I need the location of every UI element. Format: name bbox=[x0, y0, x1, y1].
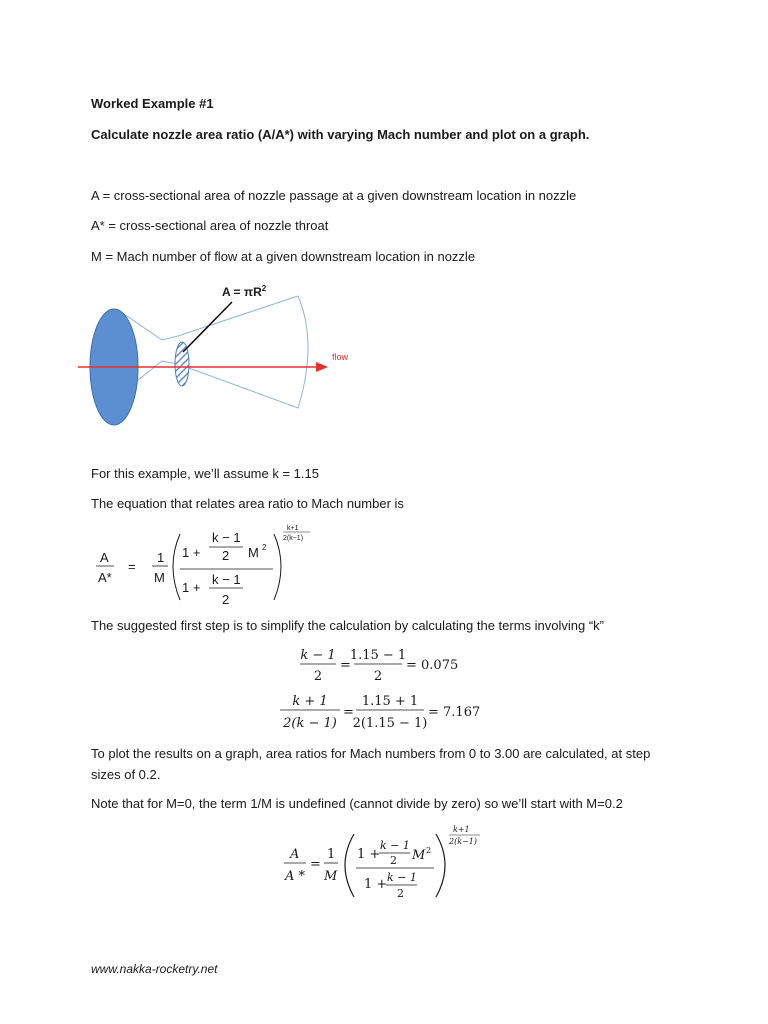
assumption-text: For this example, we’ll assume k = 1.15 bbox=[91, 466, 319, 481]
footer-url: www.nakka-rocketry.net bbox=[91, 962, 218, 976]
svg-text:=: = bbox=[343, 705, 354, 720]
eq2-den2: 2(1.15 − 1) bbox=[352, 716, 428, 731]
simplify-text: The suggested first step is to simplify the calculation by calculating the terms involving “k” bbox=[91, 618, 605, 633]
svg-text:k+1: k+1 bbox=[453, 825, 470, 834]
svg-text:1 +: 1 + bbox=[182, 545, 201, 560]
svg-text:A*: A* bbox=[98, 570, 112, 585]
heading: Worked Example #1 bbox=[91, 96, 214, 111]
plot-text: To plot the results on a graph, area ratios for Mach numbers from 0 to 3.00 are calculated, at step sizes of 0.2. bbox=[91, 746, 651, 782]
eq1-den2: 2 bbox=[373, 669, 383, 684]
area-label: $A = \pi R^2$ bbox=[222, 284, 267, 299]
eq2-num2: 1.15 + 1 bbox=[361, 694, 419, 709]
note-text: Note that for M=0, the term 1/M is undefined (cannot divide by zero) so we’ll start with M=0.2 bbox=[91, 796, 623, 811]
svg-text:2: 2 bbox=[426, 846, 432, 855]
svg-text:2(k−1): 2(k−1) bbox=[449, 837, 477, 846]
eq1-num2: 1.15 − 1 bbox=[349, 648, 407, 663]
eq2-result: = 7.167 bbox=[428, 705, 481, 720]
svg-text:A: A bbox=[290, 847, 300, 862]
definition-a-star: A* = cross-sectional area of nozzle throat bbox=[91, 218, 329, 233]
main-equation-figure bbox=[88, 524, 328, 610]
svg-text:2: 2 bbox=[262, 543, 267, 552]
svg-text:=: = bbox=[128, 559, 136, 574]
svg-text:k+1: k+1 bbox=[287, 525, 299, 532]
svg-text:A: A bbox=[100, 550, 109, 565]
eq2-num: k + 1 bbox=[292, 694, 328, 709]
task-statement: Calculate nozzle area ratio (A/A*) with varying Mach number and plot on a graph. bbox=[91, 127, 590, 142]
svg-text:k − 1: k − 1 bbox=[380, 839, 410, 852]
svg-text:1 +: 1 + bbox=[364, 877, 388, 892]
nozzle-outline bbox=[118, 296, 308, 408]
svg-text:1: 1 bbox=[157, 550, 165, 565]
flow-label: flow bbox=[332, 352, 349, 362]
svg-text:M: M bbox=[248, 545, 259, 560]
area-ratio-equation bbox=[280, 822, 500, 902]
area-pointer bbox=[183, 302, 232, 352]
svg-text:k − 1: k − 1 bbox=[212, 530, 241, 545]
svg-text:1 +: 1 + bbox=[357, 847, 381, 862]
svg-text:1: 1 bbox=[327, 847, 336, 862]
svg-text:=: = bbox=[310, 857, 321, 872]
definition-a: A = cross-sectional area of nozzle passage at a given downstream location in nozzle bbox=[91, 188, 577, 203]
equation-intro: The equation that relates area ratio to Mach number is bbox=[91, 496, 404, 511]
svg-text:k − 1: k − 1 bbox=[387, 871, 417, 884]
svg-text:M: M bbox=[412, 848, 426, 863]
svg-text:M: M bbox=[324, 869, 338, 884]
definition-m: M = Mach number of flow at a given downstream location in nozzle bbox=[91, 249, 476, 264]
svg-text:2: 2 bbox=[222, 592, 230, 607]
equation-k-plus-one bbox=[278, 690, 498, 736]
eq1-den: 2 bbox=[313, 669, 323, 684]
svg-text:2: 2 bbox=[397, 887, 404, 900]
nozzle-diagram bbox=[70, 278, 370, 418]
svg-text:2(k−1): 2(k−1) bbox=[283, 535, 304, 542]
eq1-result: = 0.075 bbox=[406, 658, 459, 673]
equation-k-minus-one bbox=[298, 644, 488, 688]
svg-text:2: 2 bbox=[390, 854, 397, 867]
svg-text:1 +: 1 + bbox=[182, 580, 201, 595]
eq2-den: 2(k − 1) bbox=[283, 716, 337, 731]
svg-text:M: M bbox=[154, 570, 165, 585]
svg-text:2: 2 bbox=[222, 548, 230, 563]
flow-arrowhead bbox=[316, 362, 328, 372]
svg-text:=: = bbox=[340, 658, 351, 673]
eq1-num: k − 1 bbox=[300, 648, 336, 663]
svg-text:A *: A * bbox=[285, 869, 306, 884]
svg-text:k − 1: k − 1 bbox=[212, 572, 241, 587]
